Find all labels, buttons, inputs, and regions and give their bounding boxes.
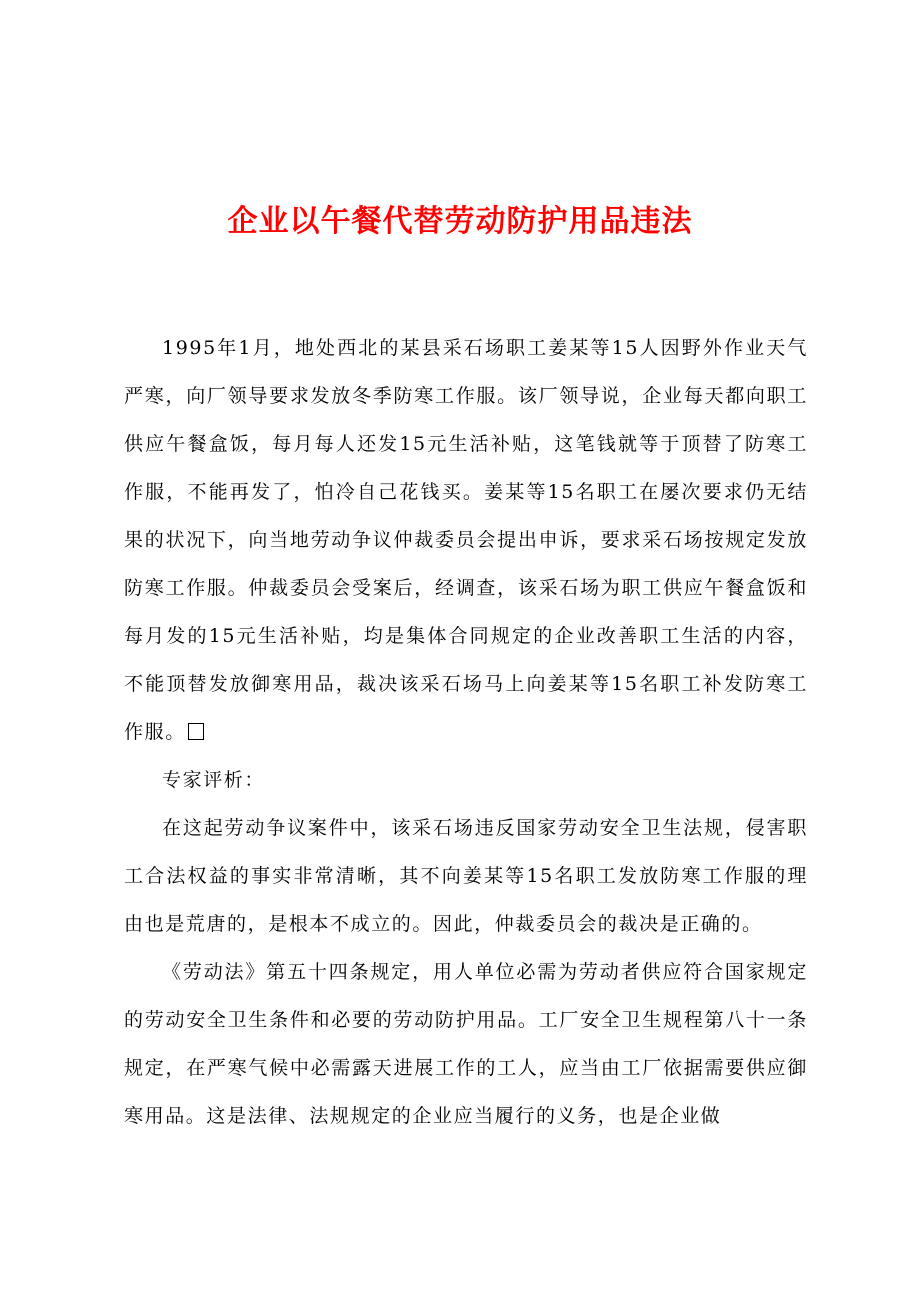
document-body (124, 324, 808, 1140)
paragraph-expert-heading: 专家评析： (162, 769, 266, 791)
document-title: 企业以午餐代替劳动防护用品违法 (227, 204, 693, 239)
placeholder-box-icon (188, 723, 204, 740)
paragraph-text: 1995年1月，地处西北的某县采石场职工姜某等15人因野外作业天气严寒，向厂领导要求发放冬季防寒工作服。该厂领导说，企业每天都向职工供应午餐盒饭，每月每人还发15元生活补贴，这笔钱就等于顶替了防寒工作服，不能再发了，怕冷自己花钱买。姜某等15名职工在屡次要求仍无结果的状况下，向当地劳动争议仲裁委员会提出申诉，要求采石场按规定发放防寒工作服。仲裁委员会受案后，经调查，该采石场为职工供应午餐盒饭和每月发的15元生活补贴，均是集体合同规定的企业改善职工生活的内容，不能顶替发放御寒用品，裁决该采石场马上向姜某等15名职工补发防寒工作服。 (124, 337, 808, 743)
paragraph-expert-analysis: 在这起劳动争议案件中，该采石场违反国家劳动安全卫生法规，侵害职工合法权益的事实非常清晰，其不向姜某等15名职工发放防寒工作服的理由也是荒唐的，是根本不成立的。因此，仲裁委员会的裁决是正确的。 (124, 817, 808, 935)
paragraph-case-description (124, 324, 808, 756)
paragraph-legal-basis: 《劳动法》第五十四条规定，用人单位必需为劳动者供应符合国家规定的劳动安全卫生条件和必要的劳动防护用品。工厂安全卫生规程第八十一条规定，在严寒气候中必需露天进展工作的工人，应当由工厂依据需要供应御寒用品。这是法律、法规规定的企业应当履行的义务，也是企业做 (124, 961, 808, 1127)
